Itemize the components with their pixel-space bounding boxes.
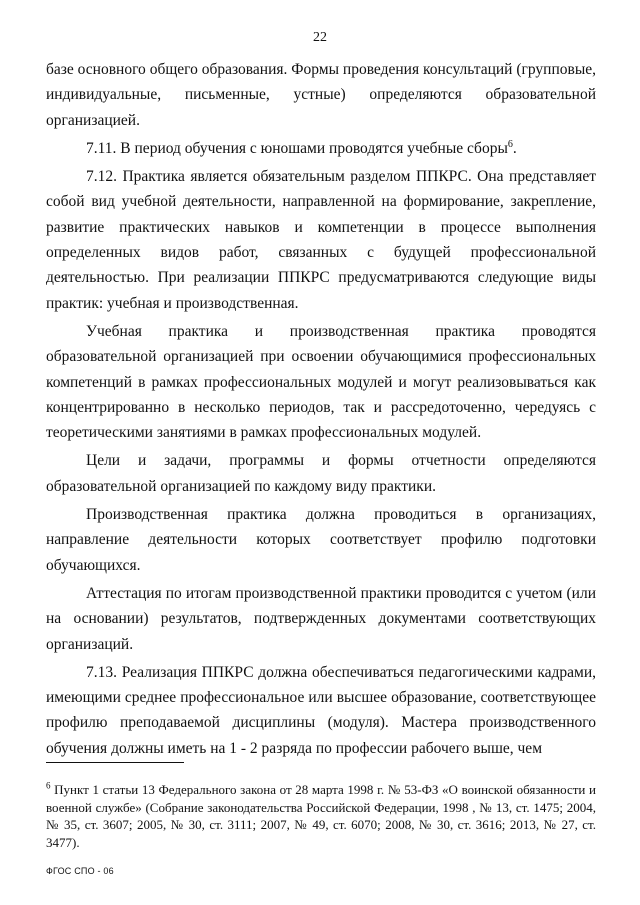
paragraph-7-11-tail: . xyxy=(512,139,517,157)
paragraph-1: базе основного общего образования. Формы проведения консультаций (групповые, индивидуальные, письменные, устные) определяются образовательной организацией. xyxy=(46,61,596,129)
paragraph-7-13: 7.13. Реализация ППКРС должна обеспечиваться педагогическими кадрами, имеющими среднее профессиональное или высшее образование, соответствующее профилю преподаваемой дисциплины (модуля). Мастера производственного обучения должны иметь на 1 - 2 разряда по профессии рабочего выше, чем xyxy=(46,663,596,757)
footnote xyxy=(46,781,596,851)
paragraph-goals: Цели и задачи, программы и формы отчетности определяются образовательной организацией по каждому виду практики. xyxy=(46,452,596,495)
paragraph-7-11 xyxy=(46,136,596,161)
body-text xyxy=(46,57,596,761)
paragraph-practice: Учебная практика и производственная практика проводятся образовательной организацией при освоении обучающимися профессиональных компетенций в рамках профессиональных модулей и могут реализовываться как концентрированно в несколько периодов, так и рассредоточенно, чередуясь с теоретическими занятиями в рамках профессиональных модулей. xyxy=(46,322,596,442)
footnote-marker: 6 xyxy=(46,780,51,791)
paragraph-7-11-text: 7.11. В период обучения с юношами проводятся учебные сборы xyxy=(86,139,508,157)
paragraph-7-12: 7.12. Практика является обязательным разделом ППКРС. Она представляет собой вид учебной деятельности, направленной на формирование, закрепление, развитие практических навыков и компетенции в процессе выполнения определенных видов работ, связанных с будущей профессиональной деятельностью. При реализации ППКРС предусматриваются следующие виды практик: учебная и производственная. xyxy=(46,168,596,312)
footnote-ref: 6 xyxy=(507,138,513,150)
footnote-divider xyxy=(46,762,184,763)
page-number: 22 xyxy=(313,30,327,45)
paragraph-production: Производственная практика должна проводиться в организациях, направление деятельности которых соответствует профилю подготовки обучающихся. xyxy=(46,506,596,574)
document-code: ФГОС СПО - 06 xyxy=(46,866,114,876)
paragraph-attestation: Аттестация по итогам производственной практики проводится с учетом (или на основании) результатов, подтвержденных документами соответствующих организаций. xyxy=(46,584,596,653)
footnote-text: Пункт 1 статьи 13 Федерального закона от 28 марта 1998 г. № 53-ФЗ «О воинской обязанности и военной службе» (Собрание законодательства Российской Федерации, 1998 , № 13, ст. 1475; 2004, № 35, ст. 3607; 2005, № 30, ст. 3111; 2007, № 49, ст. 6070; 2008, № 30, ст. 3616; 2013, № 27, ст. 3477). xyxy=(46,782,596,850)
